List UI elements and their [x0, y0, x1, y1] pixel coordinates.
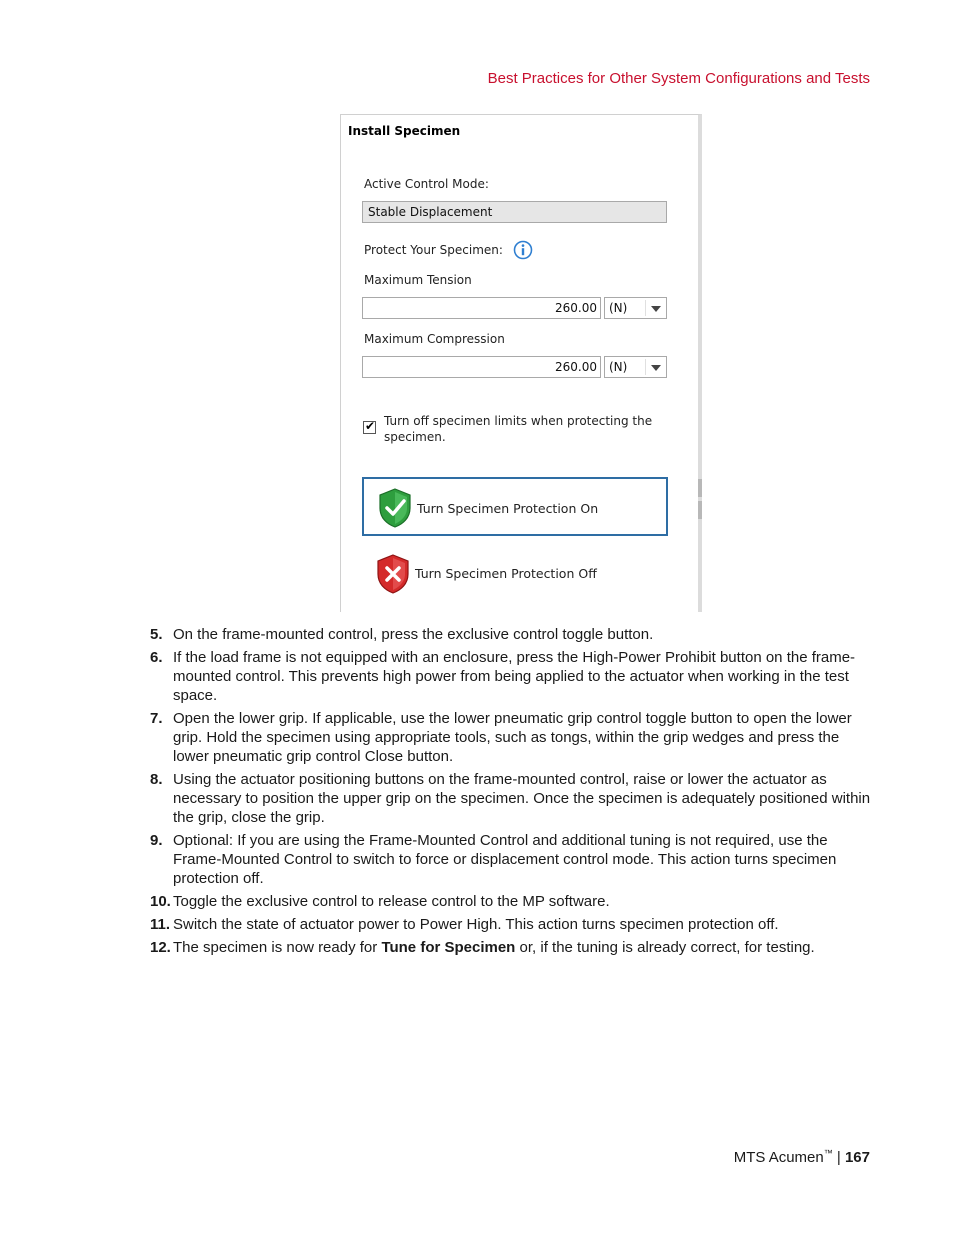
turn-off-limits-label: Turn off specimen limits when protecting the specimen. — [384, 414, 653, 444]
page-footer — [734, 1148, 870, 1166]
step-text-before: The specimen is now ready for — [173, 939, 382, 956]
step-text: If the load frame is not equipped with an enclosure, press the High-Power Prohibit button on the frame-mounted control. This prevents high power from being applied to the actuator when working in the test space. — [173, 649, 856, 704]
step-text: Toggle the exclusive control to release control to the MP software. — [173, 893, 610, 910]
step-text: Open the lower grip. If applicable, use the lower pneumatic grip control toggle button to open the lower grip. Hold the specimen using appropriate tools, such as tongs, within the grip wedges and press the lower pneumatic grip control Close button. — [173, 710, 852, 765]
red-shield-x-icon — [376, 554, 410, 594]
maximum-compression-unit-select[interactable] — [604, 356, 667, 378]
chevron-down-icon — [651, 306, 661, 312]
scrollbar-thumb[interactable] — [698, 501, 702, 519]
list-item — [150, 938, 875, 957]
list-item — [150, 892, 875, 911]
chevron-down-icon — [651, 365, 661, 371]
turn-protection-off-button[interactable] — [362, 547, 668, 599]
green-shield-check-icon — [378, 488, 412, 528]
page-number: 167 — [844, 1149, 870, 1166]
turn-protection-on-button[interactable] — [362, 477, 668, 536]
step-text: Using the actuator positioning buttons on the frame-mounted control, raise or lower the actuator as necessary to position the upper grip on the specimen. Once the specimen is adequately positioned within the grip, close the grip. — [173, 771, 871, 826]
active-control-mode-field: Stable Displacement — [362, 201, 667, 223]
maximum-compression-input[interactable]: 260.00 — [362, 356, 601, 378]
step-number: 11. — [150, 916, 171, 933]
select-divider — [645, 300, 646, 316]
footer-product: MTS Acumen — [733, 1149, 824, 1166]
list-item — [150, 915, 875, 934]
step-number: 5. — [150, 626, 163, 643]
checkmark-icon: ✔ — [365, 419, 376, 433]
step-number: 7. — [150, 710, 163, 727]
step-number: 8. — [150, 771, 163, 788]
procedure-steps — [150, 625, 875, 961]
list-item — [150, 831, 875, 888]
step-bold-term: Tune for Specimen — [381, 939, 516, 956]
step-text-after: or, if the tuning is already correct, for testing. — [515, 939, 815, 956]
footer-separator: | — [832, 1149, 845, 1166]
step-text: Optional: If you are using the Frame-Mounted Control and additional tuning is not required, use the Frame-Mounted Control to switch to force or displacement control mode. This action turns specimen protection off. — [173, 832, 837, 887]
protect-specimen-label: Protect Your Specimen: — [364, 243, 503, 257]
turn-protection-on-label: Turn Specimen Protection On — [417, 501, 599, 516]
list-item — [150, 770, 875, 827]
step-text: On the frame-mounted control, press the exclusive control toggle button. — [173, 626, 654, 643]
info-icon[interactable] — [513, 240, 533, 260]
maximum-tension-unit-value: (N) — [609, 301, 628, 315]
step-text: Switch the state of actuator power to Power High. This action turns specimen protection off. — [173, 916, 779, 933]
scrollbar-thumb[interactable] — [698, 479, 702, 497]
maximum-tension-input[interactable]: 260.00 — [362, 297, 601, 319]
maximum-compression-label: Maximum Compression — [364, 332, 505, 346]
step-number: 12. — [150, 939, 171, 956]
panel-title: Install Specimen — [348, 124, 461, 138]
turn-protection-off-label: Turn Specimen Protection Off — [415, 566, 597, 581]
turn-off-limits-checkbox[interactable] — [363, 421, 376, 434]
footer-trademark: ™ — [823, 1148, 833, 1158]
step-number: 9. — [150, 832, 163, 849]
maximum-tension-label: Maximum Tension — [364, 273, 472, 287]
maximum-compression-unit-value: (N) — [609, 360, 628, 374]
maximum-tension-unit-select[interactable] — [604, 297, 667, 319]
active-control-mode-label: Active Control Mode: — [364, 177, 489, 191]
list-item — [150, 709, 875, 766]
select-divider — [645, 359, 646, 375]
list-item — [150, 625, 875, 644]
install-specimen-panel — [340, 114, 702, 612]
page-header-title: Best Practices for Other System Configurations and Tests — [487, 70, 870, 87]
list-item — [150, 648, 875, 705]
step-number: 10. — [150, 893, 171, 910]
step-number: 6. — [150, 649, 163, 666]
